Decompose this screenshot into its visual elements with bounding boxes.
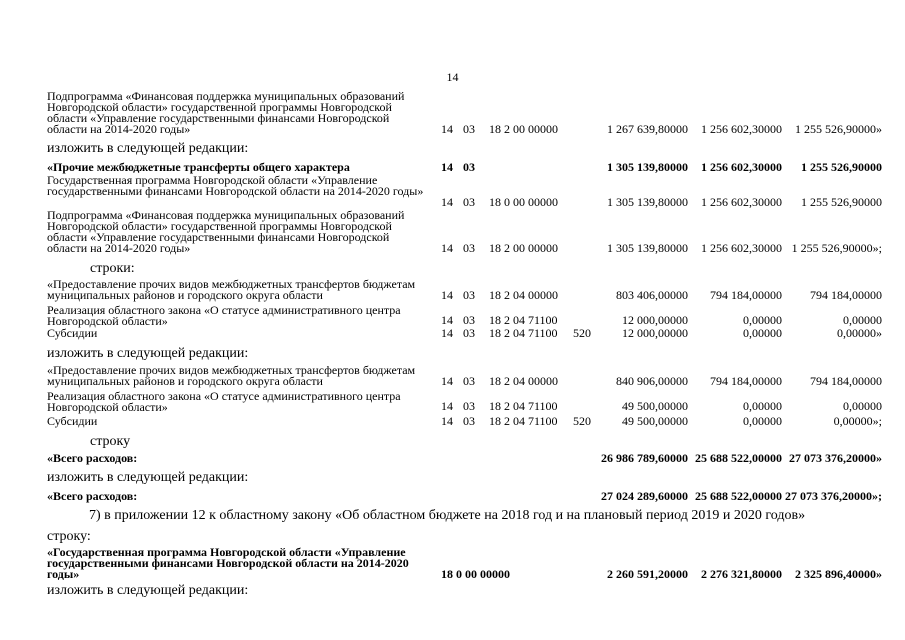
target-article-code: 18 2 04 71100: [489, 313, 558, 327]
amount-2020: 27 073 376,20000»;: [785, 489, 882, 503]
amount-2020: 0,00000: [843, 399, 882, 413]
amount-2019: 0,00000: [743, 414, 782, 428]
subsection-code: 03: [463, 288, 475, 302]
chapter-code: 14: [441, 374, 453, 388]
row-description: Государственная программа Новгородской области «Управление государственными финансами Новгородской области на 2014-2020 годы»: [47, 173, 424, 198]
target-article-code: 18 0 00 00000: [489, 195, 558, 209]
amount-2020: 1 255 526,90000: [801, 160, 882, 174]
target-article-code: 18 2 04 00000: [489, 374, 558, 388]
target-article-code: 18 2 04 00000: [489, 288, 558, 302]
chapter-code: 14: [441, 399, 453, 413]
target-article-code: 18 2 00 00000: [489, 241, 558, 255]
amount-2019: 0,00000: [743, 399, 782, 413]
row-description: Подпрограмма «Финансовая поддержка муниципальных образований Новгородской области» государственной программы Новгородской области «Управление государственными финансами Новгородской области на 2014-2020 годы»: [47, 89, 405, 136]
amount-2020: 1 255 526,90000»: [795, 122, 882, 136]
subsection-code: 03: [463, 326, 475, 340]
chapter-code: 14: [441, 195, 453, 209]
chapter-code: 14: [441, 241, 453, 255]
narrative-text: 7) в приложении 12 к областному закону «Об областном бюджете на 2018 год и на плановый период 2019 и 2020 годов»: [89, 508, 806, 523]
row-description: «Прочие межбюджетные трансферты общего характера: [47, 160, 350, 174]
subsection-code: 03: [463, 122, 475, 136]
chapter-code: 14: [441, 122, 453, 136]
target-article-code: 18 0 00 00000: [441, 567, 510, 581]
amount-2019: 0,00000: [743, 313, 782, 327]
amount-2019: 1 256 602,30000: [701, 241, 782, 255]
amount-2018: 49 500,00000: [622, 399, 688, 413]
subsection-code: 03: [463, 374, 475, 388]
row-description: «Предоставление прочих видов межбюджетных трансфертов бюджетам муниципальных районов и городского округа области: [47, 363, 416, 388]
chapter-code: 14: [441, 313, 453, 327]
amount-2019: 794 184,00000: [710, 374, 782, 388]
expense-type-code: 520: [573, 414, 591, 428]
amount-2018: 803 406,00000: [616, 288, 688, 302]
narrative-text: строки:: [90, 261, 135, 276]
narrative-text: изложить в следующей редакции:: [47, 583, 249, 598]
amount-2019: 0,00000: [743, 326, 782, 340]
amount-2019: 794 184,00000: [710, 288, 782, 302]
subsection-code: 03: [463, 414, 475, 428]
row-description: Субсидии: [47, 326, 98, 340]
target-article-code: 18 2 00 00000: [489, 122, 558, 136]
target-article-code: 18 2 04 71100: [489, 414, 558, 428]
amount-2018: 27 024 289,60000: [601, 489, 688, 503]
chapter-code: 14: [441, 326, 453, 340]
narrative-text: изложить в следующей редакции:: [47, 346, 249, 361]
chapter-code: 14: [441, 288, 453, 302]
amount-2020: 0,00000: [843, 313, 882, 327]
narrative-text: строку:: [47, 529, 91, 544]
amount-2018: 1 305 139,80000: [607, 241, 688, 255]
amount-2020: 2 325 896,40000»: [795, 567, 882, 581]
amount-2020: 1 255 526,90000»;: [791, 241, 882, 255]
amount-2018: 1 267 639,80000: [607, 122, 688, 136]
subsection-code: 03: [463, 160, 475, 174]
row-description: «Всего расходов:: [47, 489, 138, 503]
row-description: Реализация областного закона «О статусе административного центра Новгородской области»: [47, 389, 401, 414]
subsection-code: 03: [463, 313, 475, 327]
amount-2018: 1 305 139,80000: [607, 195, 688, 209]
amount-2020: 1 255 526,90000: [801, 195, 882, 209]
amount-2019: 1 256 602,30000: [701, 122, 782, 136]
expense-type-code: 520: [573, 326, 591, 340]
narrative-text: изложить в следующей редакции:: [47, 141, 249, 156]
amount-2019: 1 256 602,30000: [701, 195, 782, 209]
subsection-code: 03: [463, 241, 475, 255]
row-description: «Всего расходов:: [47, 451, 138, 465]
narrative-text: строку: [90, 434, 131, 449]
subsection-code: 03: [463, 195, 475, 209]
row-description: «Государственная программа Новгородской области «Управление государственными финансами Новгородской области на 2014-2020 годы»: [47, 545, 409, 581]
amount-2018: 12 000,00000: [622, 313, 688, 327]
amount-2018: 840 906,00000: [616, 374, 688, 388]
page-number: 14: [446, 70, 459, 84]
amount-2018: 49 500,00000: [622, 414, 688, 428]
row-description: Реализация областного закона «О статусе административного центра Новгородской области»: [47, 303, 401, 328]
row-description: Подпрограмма «Финансовая поддержка муниципальных образований Новгородской области» государственной программы Новгородской области «Управление государственными финансами Новгородской области на 2014-2020 годы»: [47, 208, 405, 255]
amount-2018: 2 260 591,20000: [607, 567, 688, 581]
amount-2020: 0,00000»: [837, 326, 882, 340]
amount-2020: 794 184,00000: [810, 374, 882, 388]
amount-2019: 1 256 602,30000: [701, 160, 782, 174]
row-description: Субсидии: [47, 414, 98, 428]
subsection-code: 03: [463, 399, 475, 413]
narrative-text: изложить в следующей редакции:: [47, 470, 249, 485]
amount-2018: 26 986 789,60000: [601, 451, 688, 465]
amount-2018: 1 305 139,80000: [607, 160, 688, 174]
amount-2019: 25 688 522,00000: [695, 451, 782, 465]
amount-2018: 12 000,00000: [622, 326, 688, 340]
target-article-code: 18 2 04 71100: [489, 326, 558, 340]
chapter-code: 14: [441, 160, 453, 174]
row-description: «Предоставление прочих видов межбюджетных трансфертов бюджетам муниципальных районов и городского округа области: [47, 277, 416, 302]
amount-2020: 794 184,00000: [810, 288, 882, 302]
amount-2020: 0,00000»;: [833, 414, 882, 428]
chapter-code: 14: [441, 414, 453, 428]
amount-2020: 27 073 376,20000»: [789, 451, 882, 465]
amount-2019: 2 276 321,80000: [701, 567, 782, 581]
amount-2019: 25 688 522,00000: [695, 489, 782, 503]
target-article-code: 18 2 04 71100: [489, 399, 558, 413]
